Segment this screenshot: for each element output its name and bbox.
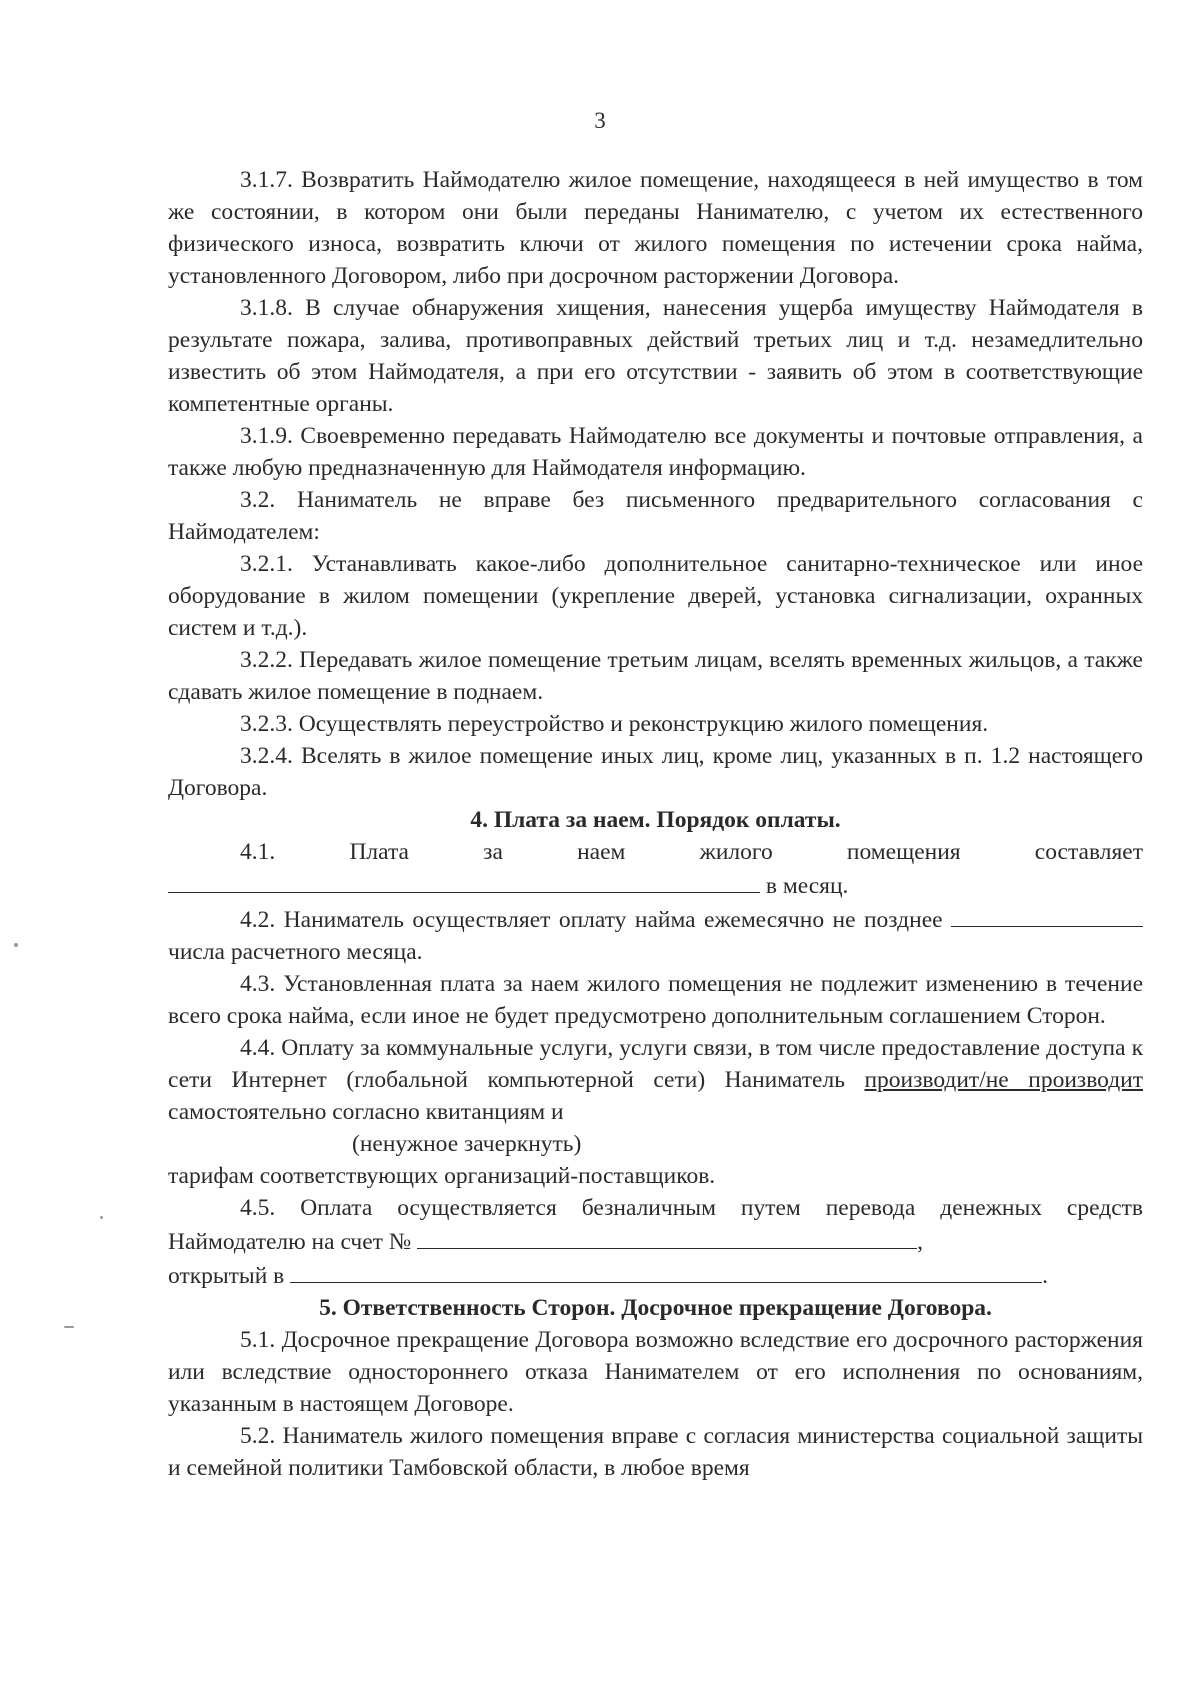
bank-name-blank [290, 1258, 1042, 1283]
clause-5-1: 5.1. Досрочное прекращение Договора возможно вследствие его досрочного расторжения или вследствие одностороннего отказа Нанимателем от его исполнения по основаниям, указанным в настоящем Договоре. [168, 1327, 1143, 1417]
clause-3-2: 3.2. Наниматель не вправе без письменного предварительного согласования с Наймодателем: [168, 487, 1143, 545]
page-number: 3 [594, 108, 606, 133]
clause-5-2: 5.2. Наниматель жилого помещения вправе с согласия министерства социальной защиты и семейной политики Тамбовской области, в любое время [168, 1423, 1143, 1481]
scan-speck [100, 1216, 103, 1219]
clause-3-1-7: 3.1.7. Возвратить Наймодателю жилое помещение, находящееся в ней имущество в том же состоянии, в котором они были переданы Нанимателю, с учетом их естественного физического износа, возвратить ключи от жилого помещения по истечении срока найма, установленного Договором, либо при досрочном расторжении Договора. [168, 167, 1143, 289]
section-5-title: 5. Ответственность Сторон. Досрочное прекращение Договора. [319, 1295, 992, 1321]
clause-4-1-text: 4.1. Плата за наем жилого помещения составляет [240, 839, 1143, 865]
payment-day-blank [951, 902, 1143, 927]
clause-3-2-2: 3.2.2. Передавать жилое помещение третьим лицам, вселять временных жильцов, а также сдавать жилое помещение в поднаем. [168, 647, 1143, 705]
clause-4-2-text: 4.2. Наниматель осуществляет оплату найма ежемесячно не позднее [240, 907, 943, 933]
scan-speck [14, 943, 18, 947]
rent-amount-blank [168, 868, 760, 893]
document-body [168, 164, 1143, 1484]
clause-4-2-suffix: числа расчетного месяца. [168, 939, 423, 965]
clause-3-2-1: 3.2.1. Устанавливать какое-либо дополнительное санитарно-техническое или иное оборудование в жилом помещении (укрепление дверей, установка сигнализации, охранных систем и т.д.). [168, 551, 1143, 641]
clause-3-1-8: 3.1.8. В случае обнаружения хищения, нанесения ущерба имуществу Наймодателя в результате пожара, залива, противоправных действий третьих лиц и т.д. незамедлительно известить об этом Наймодателя, а при его отсутствии - заявить об этом в соответствующие компетентные органы. [168, 295, 1143, 417]
clause-4-4 [168, 1032, 1143, 1128]
clause-3-2-3: 3.2.3. Осуществлять переустройство и реконструкцию жилого помещения. [240, 711, 989, 737]
clause-4-4-text: 4.4. Оплату за коммунальные услуги, услуги связи, в том числе предоставление доступа к сети Интернет (глобальной компьютерной сети) Наниматель [168, 1035, 1143, 1093]
clause-4-5-text: 4.5. Оплата осуществляется безналичным путем перевода денежных средств Наймодателю на счет № [168, 1195, 1143, 1255]
clause-4-1 [168, 836, 1143, 902]
strike-out-hint: (ненужное зачеркнуть) [352, 1131, 582, 1157]
clause-4-3: 4.3. Установленная плата за наем жилого помещения не подлежит изменению в течение всего срока найма, если иное не будет предусмотрено дополнительным соглашением Сторон. [168, 971, 1143, 1029]
clause-4-5-bank-label: открытый в [168, 1263, 285, 1289]
clause-3-2-4: 3.2.4. Вселять в жилое помещение иных лиц, кроме лиц, указанных в п. 1.2 настоящего Договора. [168, 743, 1143, 801]
clause-4-1-suffix: в месяц. [765, 873, 849, 899]
clause-4-4-text-cont: самостоятельно согласно квитанциям и [168, 1099, 564, 1125]
clause-3-1-9: 3.1.9. Своевременно передавать Наймодателю все документы и почтовые отправления, а также любую предназначенную для Наймодателя информацию. [168, 423, 1143, 481]
clause-4-5: 4.5. Оплата осуществляется безналичным путем перевода денежных средств Наймодателю на счет № , открытый в . [168, 1195, 1143, 1289]
scan-speck [64, 1326, 74, 1328]
clause-4-2 [168, 902, 1143, 968]
section-4-title: 4. Плата за наем. Порядок оплаты. [470, 807, 841, 833]
account-number-blank [417, 1224, 917, 1249]
clause-4-4-choice: производит/не производит [864, 1067, 1144, 1093]
clause-4-4-end: тарифам соответствующих организаций-поставщиков. [168, 1163, 716, 1189]
